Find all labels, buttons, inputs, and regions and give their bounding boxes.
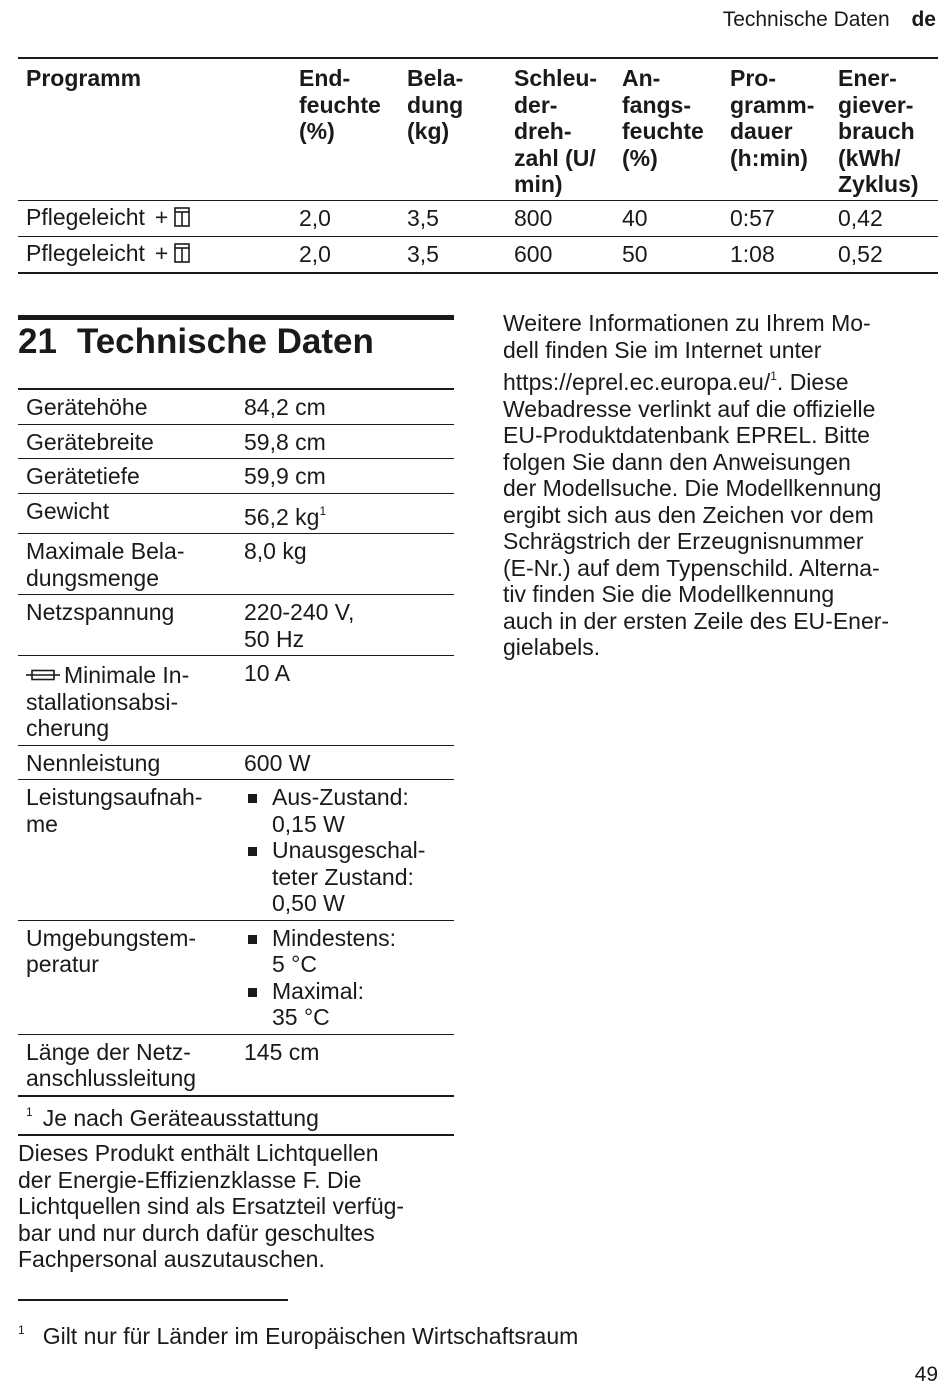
table-row: [18, 200, 938, 236]
spec-label: Umgebungstem- peratur: [18, 920, 236, 1034]
program-name: Pflegeleicht: [26, 239, 145, 266]
page-footnote: [18, 1316, 578, 1350]
header-section-title: Technische Daten: [722, 8, 890, 31]
table-row: [18, 236, 938, 273]
program-cell: [18, 200, 291, 236]
energy-value: 0,52: [830, 236, 938, 273]
spec-row-ambient-temperature: [18, 920, 454, 1034]
hang-dry-icon: [174, 239, 190, 272]
spec-value: [236, 780, 454, 921]
spec-value: [236, 920, 454, 1034]
running-header: [723, 8, 936, 32]
program-table: [18, 57, 938, 274]
spec-value: 10 A: [236, 656, 454, 746]
spec-footnote: [18, 1096, 454, 1136]
spec-label: Länge der Netz- anschlussleitung: [18, 1034, 236, 1096]
spec-label: Netzspannung: [18, 595, 236, 656]
spec-row-voltage: [18, 595, 454, 656]
spec-label: Nennleistung: [18, 745, 236, 780]
bullet-list: [244, 784, 450, 917]
program-cell: [18, 236, 291, 273]
spec-label: Maximale Bela- dungsmenge: [18, 534, 236, 595]
info-text-end: . Diese Webadresse verlinkt auf die offizielle EU-Produktdatenbank EPREL. Bitte folgen Sie dann den Anweisungen der Modellsuche. Die Modellkennung ergibt sich aus den Zeichen vor dem Schrägstrich der Erzeugnisnummer (E-Nr.) auf dem Typenschild. Alterna- tiv finden Sie die Modellkennung auch in der ersten Zeile des EU-Ener- gielabels.: [503, 369, 890, 660]
col-energy: Ener- giever- brauch (kWh/ Zyklus): [830, 58, 938, 200]
list-item: Aus-Zustand: 0,15 W: [244, 784, 450, 837]
footnote-text: Je nach Geräteausstattung: [42, 1104, 319, 1131]
spec-row-width: [18, 424, 454, 459]
col-initial-moisture: An- fangs- feuchte (%): [614, 58, 722, 200]
end-moisture-value: 2,0: [291, 200, 399, 236]
spec-value: 84,2 cm: [236, 389, 454, 424]
spec-value: [236, 493, 454, 534]
spec-row-fuse: [18, 656, 454, 746]
spec-row-height: [18, 389, 454, 424]
end-moisture-value: 2,0: [291, 236, 399, 273]
fuse-label-text: Minimale In- stallationsabsi- cherung: [26, 662, 190, 741]
spec-row-rated-power: [18, 745, 454, 780]
info-paragraph: [503, 310, 943, 661]
load-value: 3,5: [399, 200, 506, 236]
spec-label: Gerätetiefe: [18, 459, 236, 494]
info-text-start: Weitere Informationen zu Ihrem Mo- dell finden Sie im Internet unter https://eprel.ec.europa.eu/: [503, 310, 871, 395]
spec-value: 145 cm: [236, 1034, 454, 1096]
energy-value: 0,42: [830, 200, 938, 236]
spec-row-power-consumption: [18, 780, 454, 921]
spec-footnote-row: [18, 1096, 454, 1136]
col-end-moisture: End- feuchte (%): [291, 58, 399, 200]
chapter-heading: [18, 322, 374, 362]
spec-value: 8,0 kg: [236, 534, 454, 595]
initial-moisture-value: 40: [614, 200, 722, 236]
col-program: Programm: [18, 58, 291, 200]
spec-label: Leistungsaufnah- me: [18, 780, 236, 921]
footnote-mark: 1: [26, 1104, 33, 1119]
spec-value: 59,8 cm: [236, 424, 454, 459]
program-name: Pflegeleicht: [26, 203, 145, 230]
spin-speed-value: 600: [506, 236, 614, 273]
spec-row-max-load: [18, 534, 454, 595]
footnote-mark: 1: [770, 369, 777, 383]
chapter-number: 21: [18, 322, 57, 361]
chapter-title: Technische Daten: [76, 322, 374, 361]
light-source-paragraph: Dieses Produkt enthält Lichtquellen der Energie-Effizienzklasse F. Die Lichtquellen sind als Ersatzteil verfüg- bar und nur durch dafür geschultes Fachpersonal auszutauschen.: [18, 1140, 405, 1272]
load-value: 3,5: [399, 236, 506, 273]
spec-value: 220-240 V, 50 Hz: [236, 595, 454, 656]
list-item: Mindestens: 5 °C: [244, 925, 450, 978]
duration-value: 1:08: [722, 236, 830, 273]
spec-row-depth: [18, 459, 454, 494]
plus-sign: +: [154, 203, 169, 230]
col-spin-speed: Schleu- der- dreh- zahl (U/ min): [506, 58, 614, 200]
weight-value: 56,2 kg: [244, 503, 320, 530]
spec-value: 59,9 cm: [236, 459, 454, 494]
duration-value: 0:57: [722, 200, 830, 236]
spec-label: Gewicht: [18, 493, 236, 534]
plus-sign: +: [154, 239, 169, 266]
list-item: Unausgeschal- teter Zustand: 0,50 W: [244, 837, 450, 917]
spec-value: 600 W: [236, 745, 454, 780]
initial-moisture-value: 50: [614, 236, 722, 273]
spec-label: Gerätehöhe: [18, 389, 236, 424]
hang-dry-icon: [174, 203, 190, 236]
footnote-mark: 1: [319, 503, 327, 518]
spec-row-cable-length: [18, 1034, 454, 1096]
spin-speed-value: 800: [506, 200, 614, 236]
spec-row-weight: [18, 493, 454, 534]
header-language: de: [911, 8, 936, 31]
page-number: 49: [914, 1363, 938, 1386]
spec-table: [18, 388, 454, 1136]
footnote-mark: 1: [18, 1323, 25, 1337]
col-load: Bela- dung (kg): [399, 58, 506, 200]
spec-label: [18, 656, 236, 746]
spec-label: Gerätebreite: [18, 424, 236, 459]
col-duration: Pro- gramm- dauer (h:min): [722, 58, 830, 200]
footnote-rule: [18, 1299, 288, 1301]
footnote-text: Gilt nur für Länder im Europäischen Wirtschaftsraum: [42, 1323, 579, 1349]
fuse-icon: [26, 660, 60, 687]
bullet-list: [244, 925, 450, 1031]
program-table-header: [18, 58, 938, 200]
list-item: Maximal: 35 °C: [244, 978, 450, 1031]
chapter-rule: [18, 315, 454, 320]
